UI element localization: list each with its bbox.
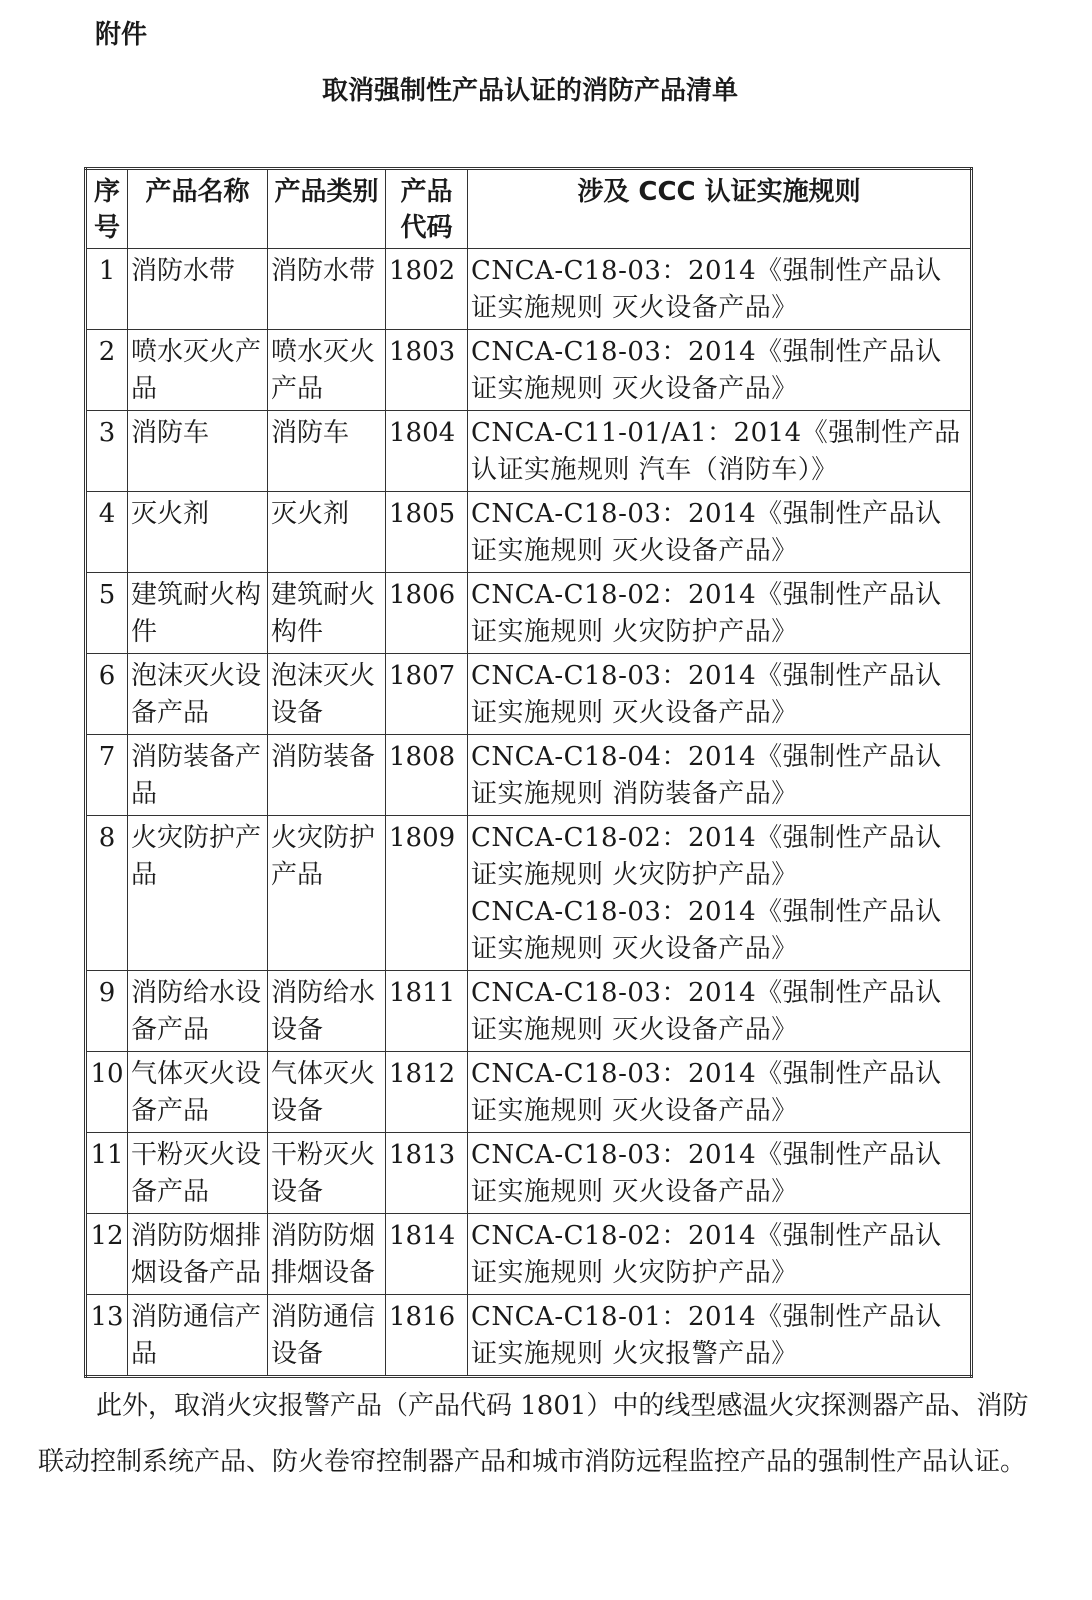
product-category-cell: 消防装备 — [268, 735, 386, 816]
product-name-cell: 气体灭火设备产品 — [128, 1052, 268, 1133]
product-category-cell: 消防防烟排烟设备 — [268, 1214, 386, 1295]
column-header-name: 产品名称 — [128, 169, 268, 249]
row-number: 12 — [86, 1214, 128, 1295]
certification-rules-cell — [468, 1214, 972, 1295]
product-name-cell: 消防装备产品 — [128, 735, 268, 816]
certification-rule: CNCA-C18-01：2014《强制性产品认证实施规则 火灾报警产品》 — [471, 1302, 942, 1369]
table-row — [86, 1133, 972, 1214]
certification-rules-cell — [468, 492, 972, 573]
product-name-cell: 消防车 — [128, 411, 268, 492]
product-code-cell: 1804 — [386, 411, 468, 492]
certification-rules-cell — [468, 654, 972, 735]
row-number: 3 — [86, 411, 128, 492]
column-header-code: 产品代码 — [386, 169, 468, 249]
certification-rules-cell — [468, 971, 972, 1052]
product-name-cell: 喷水灭火产品 — [128, 330, 268, 411]
product-table — [84, 167, 973, 1378]
certification-rule: CNCA-C18-02：2014《强制性产品认证实施规则 火灾防护产品》 — [471, 1221, 942, 1288]
certification-rule: CNCA-C18-03：2014《强制性产品认证实施规则 灭火设备产品》 — [471, 337, 942, 404]
product-code-cell: 1802 — [386, 249, 468, 330]
certification-rules-cell — [468, 735, 972, 816]
certification-rule: CNCA-C18-02：2014《强制性产品认证实施规则 火灾防护产品》 — [471, 580, 942, 647]
product-name-cell: 火灾防护产品 — [128, 816, 268, 971]
product-category-cell: 消防通信设备 — [268, 1295, 386, 1377]
product-name-cell: 消防防烟排烟设备产品 — [128, 1214, 268, 1295]
product-category-cell: 灭火剂 — [268, 492, 386, 573]
product-name-cell: 消防给水设备产品 — [128, 971, 268, 1052]
product-category-cell: 火灾防护产品 — [268, 816, 386, 971]
table-row — [86, 330, 972, 411]
certification-rules-cell — [468, 1052, 972, 1133]
product-category-cell: 干粉灭火设备 — [268, 1133, 386, 1214]
product-category-cell: 消防水带 — [268, 249, 386, 330]
certification-rule: CNCA-C18-04：2014《强制性产品认证实施规则 消防装备产品》 — [471, 742, 942, 809]
table-row — [86, 411, 972, 492]
table-body — [86, 249, 972, 1377]
certification-rule: CNCA-C18-03：2014《强制性产品认证实施规则 灭火设备产品》 — [471, 897, 942, 964]
product-category-cell: 建筑耐火构件 — [268, 573, 386, 654]
table-row — [86, 1295, 972, 1377]
product-name-cell: 建筑耐火构件 — [128, 573, 268, 654]
product-name-cell: 泡沫灭火设备产品 — [128, 654, 268, 735]
column-header-category: 产品类别 — [268, 169, 386, 249]
row-number: 9 — [86, 971, 128, 1052]
certification-rules-cell — [468, 249, 972, 330]
product-code-cell: 1812 — [386, 1052, 468, 1133]
product-code-cell: 1811 — [386, 971, 468, 1052]
certification-rules-cell — [468, 1295, 972, 1377]
certification-rule: CNCA-C18-03：2014《强制性产品认证实施规则 灭火设备产品》 — [471, 1140, 942, 1207]
column-header-no: 序号 — [86, 169, 128, 249]
row-number: 5 — [86, 573, 128, 654]
product-code-cell: 1813 — [386, 1133, 468, 1214]
product-category-cell: 消防给水设备 — [268, 971, 386, 1052]
certification-rules-cell — [468, 411, 972, 492]
table-row — [86, 654, 972, 735]
certification-rules-cell — [468, 1133, 972, 1214]
table-row — [86, 573, 972, 654]
row-number: 8 — [86, 816, 128, 971]
product-code-cell: 1816 — [386, 1295, 468, 1377]
row-number: 1 — [86, 249, 128, 330]
supplementary-note: 此外，取消火灾报警产品（产品代码 1801）中的线型感温火灾探测器产品、消防联动控制系统产品、防火卷帘控制器产品和城市消防远程监控产品的强制性产品认证。 — [38, 1391, 1029, 1477]
certification-rule: CNCA-C18-03：2014《强制性产品认证实施规则 灭火设备产品》 — [471, 256, 942, 323]
header-row — [86, 169, 972, 249]
product-code-cell: 1807 — [386, 654, 468, 735]
product-code-cell: 1803 — [386, 330, 468, 411]
product-code-cell: 1806 — [386, 573, 468, 654]
certification-rule: CNCA-C18-03：2014《强制性产品认证实施规则 灭火设备产品》 — [471, 1059, 942, 1126]
product-name-cell: 消防水带 — [128, 249, 268, 330]
certification-rule: CNCA-C18-03：2014《强制性产品认证实施规则 灭火设备产品》 — [471, 499, 942, 566]
row-number: 11 — [86, 1133, 128, 1214]
row-number: 10 — [86, 1052, 128, 1133]
document-title: 取消强制性产品认证的消防产品清单 — [321, 76, 738, 106]
table-row — [86, 816, 972, 971]
table-header — [86, 169, 972, 249]
product-category-cell: 泡沫灭火设备 — [268, 654, 386, 735]
product-category-cell: 喷水灭火产品 — [268, 330, 386, 411]
row-number: 6 — [86, 654, 128, 735]
certification-rule: CNCA-C11-01/A1：2014《强制性产品认证实施规则 汽车（消防车）》 — [471, 418, 961, 485]
product-code-cell: 1805 — [386, 492, 468, 573]
product-category-cell: 气体灭火设备 — [268, 1052, 386, 1133]
certification-rules-cell — [468, 816, 972, 971]
column-header-rules: 涉及 CCC 认证实施规则 — [468, 169, 972, 249]
attachment-label: 附件 — [95, 20, 148, 50]
table-row — [86, 1214, 972, 1295]
table-row — [86, 735, 972, 816]
product-name-cell: 干粉灭火设备产品 — [128, 1133, 268, 1214]
table-row — [86, 971, 972, 1052]
product-name-cell: 灭火剂 — [128, 492, 268, 573]
certification-rule: CNCA-C18-03：2014《强制性产品认证实施规则 灭火设备产品》 — [471, 978, 942, 1045]
table-row — [86, 1052, 972, 1133]
row-number: 2 — [86, 330, 128, 411]
product-name-cell: 消防通信产品 — [128, 1295, 268, 1377]
certification-rules-cell — [468, 573, 972, 654]
row-number: 13 — [86, 1295, 128, 1377]
product-code-cell: 1808 — [386, 735, 468, 816]
row-number: 7 — [86, 735, 128, 816]
product-category-cell: 消防车 — [268, 411, 386, 492]
certification-rule: CNCA-C18-02：2014《强制性产品认证实施规则 火灾防护产品》 — [471, 823, 942, 890]
product-code-cell: 1814 — [386, 1214, 468, 1295]
certification-rule: CNCA-C18-03：2014《强制性产品认证实施规则 灭火设备产品》 — [471, 661, 942, 728]
table-row — [86, 492, 972, 573]
row-number: 4 — [86, 492, 128, 573]
certification-rules-cell — [468, 330, 972, 411]
table-row — [86, 249, 972, 330]
product-code-cell: 1809 — [386, 816, 468, 971]
